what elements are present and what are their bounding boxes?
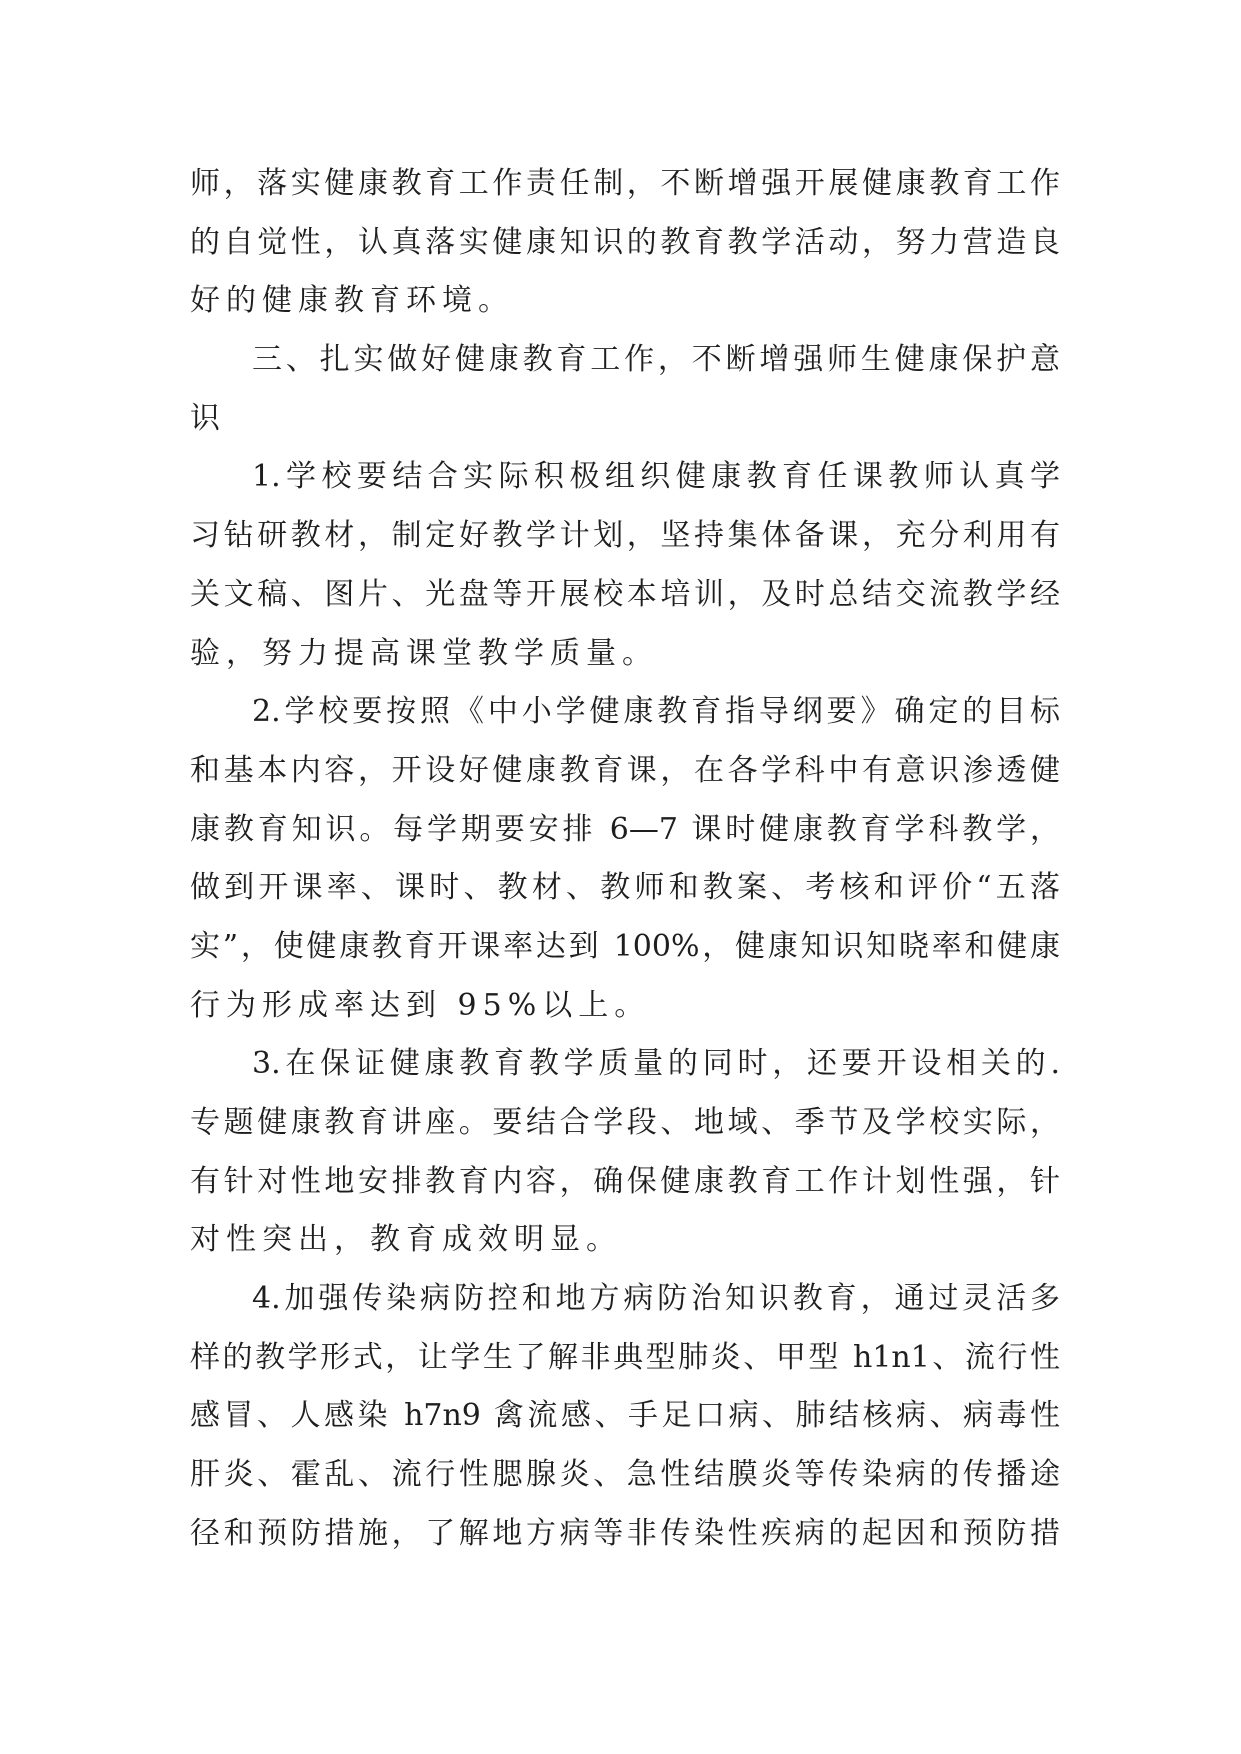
- text-line: [190, 801, 1060, 860]
- text-line-content: 感冒、人感染 h7n9 禽流感、手足口病、肺结核病、病毒性: [190, 1398, 1060, 1434]
- text-line: [190, 977, 1060, 1036]
- text-line-content: 康教育知识。每学期要安排 6—7 课时健康教育学科教学，: [190, 811, 1060, 847]
- text-line: [190, 1329, 1060, 1388]
- text-line-content: 验，努力提高课堂教学质量。: [190, 635, 658, 671]
- text-line: [190, 1094, 1060, 1153]
- text-line: [190, 683, 1060, 742]
- text-line: [190, 1505, 1060, 1564]
- text-line-content: 有针对性地安排教育内容，确保健康教育工作计划性强，针: [190, 1163, 1060, 1199]
- text-line: [190, 1211, 1060, 1270]
- text-line: [190, 155, 1060, 214]
- text-line-content: 好的健康教育环境。: [190, 283, 514, 319]
- text-line: [190, 918, 1060, 977]
- text-line: [190, 1387, 1060, 1446]
- text-line-content: 师，落实健康教育工作责任制，不断增强开展健康教育工作: [190, 166, 1060, 201]
- body-text: [190, 155, 1060, 1564]
- text-line-content: 和基本内容，开设好健康教育课，在各学科中有意识渗透健: [190, 752, 1060, 788]
- text-line: [190, 859, 1060, 918]
- text-line-content: 习钻研教材，制定好教学计划，坚持集体备课，充分利用有: [190, 518, 1060, 554]
- text-line-content: 肝炎、霍乱、流行性腮腺炎、急性结膜炎等传染病的传播途: [190, 1457, 1060, 1493]
- text-line: [190, 1035, 1060, 1094]
- text-line: [190, 1153, 1060, 1212]
- text-line-content: 对性突出，教育成效明显。: [190, 1222, 622, 1258]
- text-line: [190, 214, 1060, 273]
- text-line-content: 做到开课率、课时、教材、教师和教案、考核和评价“五落: [190, 870, 1060, 906]
- text-line-content: 专题健康教育讲座。要结合学段、地域、季节及学校实际，: [190, 1105, 1060, 1140]
- text-line-content: 2.学校要按照《中小学健康教育指导纲要》确定的目标: [252, 694, 1060, 730]
- text-line: [190, 272, 1060, 331]
- text-line-content: 关文稿、图片、光盘等开展校本培训，及时总结交流教学经: [190, 576, 1060, 612]
- text-line: [190, 625, 1060, 684]
- text-line-content: 径和预防措施，了解地方病等非传染性疾病的起因和预防措: [190, 1515, 1060, 1551]
- text-line-content: 行为形成率达到 95%以上。: [190, 987, 651, 1023]
- text-line-content: 4.加强传染病防控和地方病防治知识教育，通过灵活多: [252, 1281, 1060, 1317]
- text-line: [190, 1270, 1060, 1329]
- text-line: [190, 331, 1060, 390]
- text-line-content: 实”，使健康教育开课率达到 100%，健康知识知晓率和健康: [190, 928, 1060, 964]
- text-line-content: 三、扎实做好健康教育工作，不断增强师生健康保护意: [252, 342, 1060, 378]
- text-line-content: 3.在保证健康教育教学质量的同时，还要开设相关的.: [252, 1046, 1060, 1082]
- text-line-content: 样的教学形式，让学生了解非典型肺炎、甲型 h1n1、流行性: [190, 1339, 1060, 1375]
- text-line: [190, 742, 1060, 801]
- text-line: [190, 390, 1060, 449]
- text-line-content: 识: [190, 400, 226, 436]
- text-line: [190, 1446, 1060, 1505]
- text-line-content: 1.学校要结合实际积极组织健康教育任课教师认真学: [252, 459, 1060, 495]
- text-line: [190, 448, 1060, 507]
- text-line-content: 的自觉性，认真落实健康知识的教育教学活动，努力营造良: [190, 224, 1060, 260]
- text-line: [190, 507, 1060, 566]
- text-line: [190, 566, 1060, 625]
